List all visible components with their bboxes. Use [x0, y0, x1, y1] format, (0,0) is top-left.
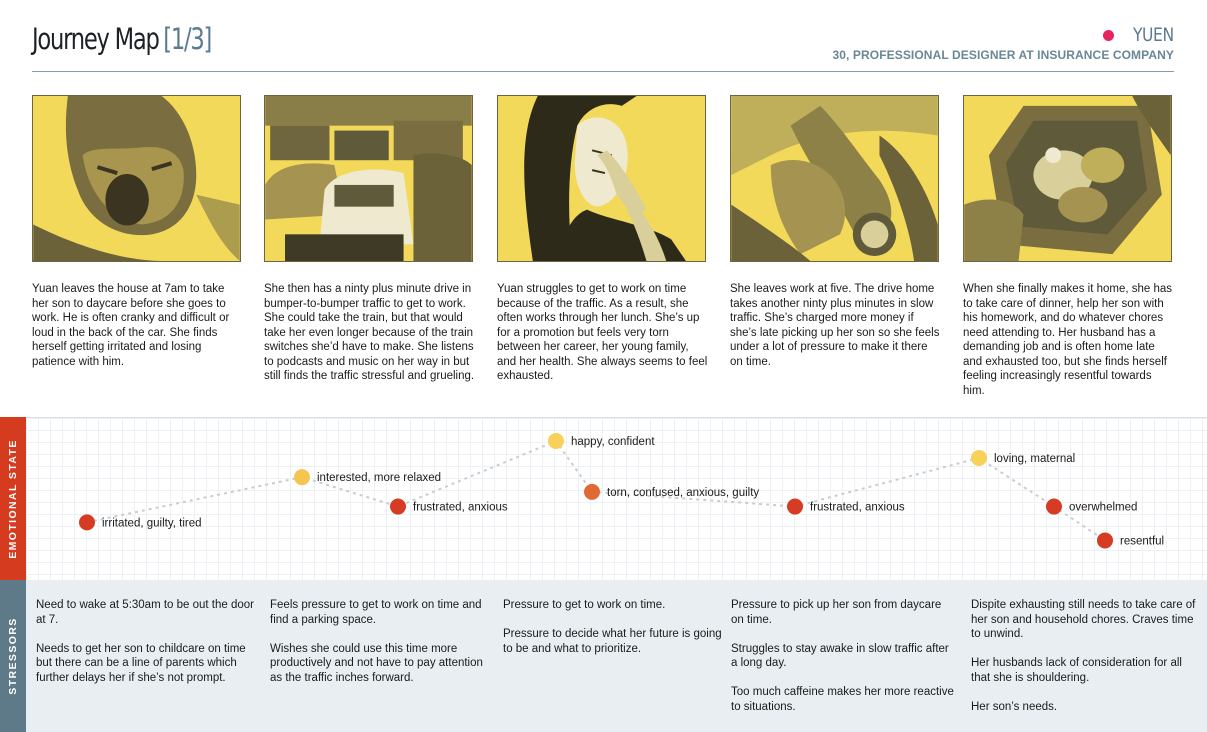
page-indicator: [1/3] [163, 22, 212, 56]
emotion-point [1097, 532, 1113, 548]
stressor-item: Too much caffeine makes her more reactive to situations. [731, 686, 954, 713]
stressor-item: Pressure to decide what her future is going to be and what to prioritize. [503, 628, 722, 655]
emotion-label: resentful [1120, 535, 1165, 548]
stressor-item: Dispite exhausting still needs to take care of her son and household chores. Craves time to unwind. [971, 599, 1196, 640]
stage-3-description: Yuan struggles to get to work on time because of the traffic. As a result, she often works through her lunch. She’s up for a promotion but feels very torn between her career, her young family, and her health. She always seems to feel exhausted. [497, 283, 708, 382]
stressor-item: Pressure to get to work on time. [503, 599, 666, 611]
stressor-item: Need to wake at 5:30am to be out the door at 7. [36, 599, 255, 626]
title-text: Journey Map [32, 22, 159, 56]
emotion-point [1046, 499, 1062, 515]
stage-3-image [497, 95, 706, 262]
stressor-item: Wishes she could use this time more productively and not have to pay attention as the traffic inches forward. [270, 642, 483, 684]
emotion-point [294, 469, 310, 485]
emotion-label: frustrated, anxious [413, 501, 508, 514]
emotion-point [390, 499, 406, 515]
stressors-column-5 [971, 598, 1196, 729]
stressor-item: Pressure to pick up her son from daycare on time. [731, 599, 942, 626]
stressor-item: Her son’s needs. [971, 700, 1058, 713]
emotion-label: happy, confident [571, 436, 655, 448]
persona-name: YUEN [1133, 24, 1174, 46]
stressors-area [26, 580, 1207, 732]
page-title [32, 22, 211, 56]
stressors-column-1 [36, 598, 261, 700]
stressors-tab [0, 580, 26, 732]
stressors-column-2 [270, 598, 495, 700]
emotion-label: loving, maternal [994, 452, 1076, 465]
emotion-label: irritated, guilty, tired [102, 517, 202, 530]
stage-2-description: She then has a ninty plus minute drive in bumper-to-bumper traffic to get to work. She could take the train, but that would take her even longer because of the train switches she’d have to make. She listens to podcasts and music on her way in but still finds the traffic stressful and grueling. [264, 283, 475, 382]
header [32, 0, 1174, 72]
stage-5-image [963, 95, 1172, 262]
tired-woman-photo [498, 96, 705, 261]
stage-1-image [32, 95, 241, 262]
emotion-label: interested, more relaxed [317, 472, 442, 485]
stage-4-description: She leaves work at five. The drive home takes another ninty plus minutes in slow traffic. She’s charged more money if she’s late picking up her son so she feels under a lot of pressure to make it there on time. [730, 283, 940, 368]
cooking-dinner-photo [964, 96, 1171, 261]
emotion-point [787, 499, 803, 515]
stressors-column-3 [503, 598, 728, 671]
persona-description: 30, PROFESSIONAL DESIGNER AT INSURANCE COMPANY [832, 48, 1174, 62]
stressors-column-4 [731, 598, 956, 729]
traffic-jam-photo [265, 96, 472, 261]
stage-4-image [730, 95, 939, 262]
persona-dot-icon [1103, 30, 1114, 41]
emotion-point [79, 514, 95, 530]
screaming-child-photo [33, 96, 240, 261]
emotion-point [584, 484, 600, 500]
stage-1-description: Yuan leaves the house at 7am to take her son to daycare before she goes to work. He is often cranky and difficult or loud in the back of the car. She finds herself getting irritated and losing patience with him. [32, 283, 230, 368]
stressor-item: Struggles to stay awake in slow traffic after a long day. [731, 642, 949, 669]
stage-5-description: When she finally makes it home, she has to take care of dinner, help her son with his homework, and do whatever chores need attending to. Her husband has a demanding job and is often home late and exhausted too, but she finds herself feeling increasingly resentful towards him. [963, 283, 1173, 397]
persona [832, 24, 1174, 62]
stressor-item: Feels pressure to get to work on time and find a parking space. [270, 599, 482, 626]
emotional-state-curve [0, 417, 1207, 580]
emotion-point [971, 450, 987, 466]
stage-2-image [264, 95, 473, 262]
emotion-label: frustrated, anxious [810, 501, 905, 514]
emotion-point [548, 433, 564, 449]
emotion-label: torn, confused, anxious, guilty [607, 486, 760, 499]
emotional-state-label: EMOTIONAL STATE [7, 438, 19, 559]
hands-on-steering-wheel-photo [731, 96, 938, 261]
stressors-label: STRESSORS [7, 617, 19, 695]
emotion-label: overwhelmed [1069, 501, 1138, 514]
stressor-item: Her husbands lack of consideration for all that she is shouldering. [971, 657, 1182, 684]
stressor-item: Needs to get her son to childcare on time but there can be a line of parents which further delays her if she’s not prompt. [36, 642, 246, 684]
